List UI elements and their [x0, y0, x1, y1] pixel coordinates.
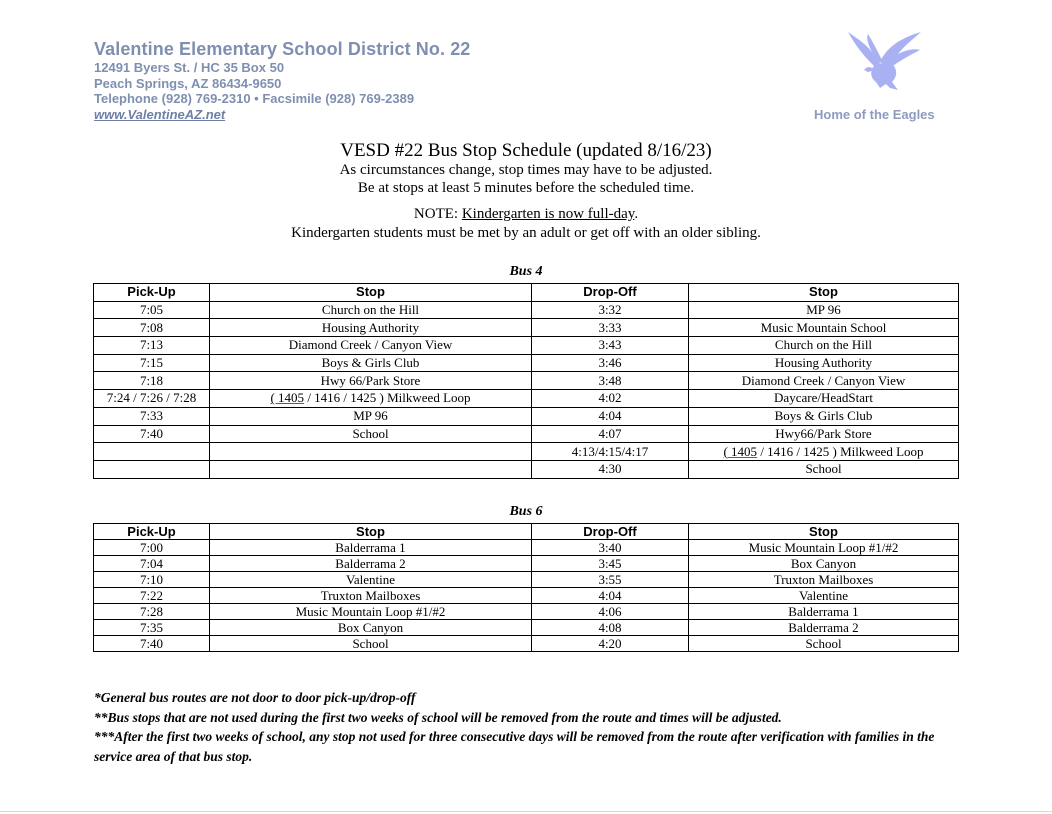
dropoff-stop: Valentine: [689, 588, 959, 604]
dropoff-stop: Church on the Hill: [689, 337, 959, 355]
dropoff-time: 4:06: [532, 604, 689, 620]
dropoff-stop: ( 1405 / 1416 / 1425 ) Milkweed Loop: [689, 443, 959, 461]
dropoff-stop: Daycare/HeadStart: [689, 390, 959, 408]
col-header-dropoff: Drop-Off: [532, 524, 689, 540]
table-row: [94, 372, 959, 390]
dropoff-stop: MP 96: [689, 301, 959, 319]
pickup-stop: [210, 443, 532, 461]
phone-fax: Telephone (928) 769-2310 • Facsimile (928) 769-2389: [94, 91, 415, 106]
pickup-time: 7:04: [94, 556, 210, 572]
dropoff-time: 3:46: [532, 354, 689, 372]
table-row: [94, 460, 959, 478]
address-line-2: Peach Springs, AZ 86434-9650: [94, 75, 282, 91]
pickup-stop: Diamond Creek / Canyon View: [210, 337, 532, 355]
table-row: [94, 319, 959, 337]
dropoff-time: 3:48: [532, 372, 689, 390]
kindergarten-note: [0, 206, 1052, 223]
pickup-stop: MP 96: [210, 407, 532, 425]
footnotes: [94, 688, 944, 766]
footnote-3: ***After the first two weeks of school, any stop not used for three consecutive days will be removed from the route after verification with families in the service area of that bus stop.: [94, 729, 935, 764]
dropoff-time: 3:55: [532, 572, 689, 588]
dropoff-stop: Boys & Girls Club: [689, 407, 959, 425]
bus-4-table: [93, 283, 959, 479]
pickup-stop: ( 1405 / 1416 / 1425 ) Milkweed Loop: [210, 390, 532, 408]
note-underlined: Kindergarten is now full-day: [461, 206, 635, 222]
col-header-pickup: Pick-Up: [94, 524, 210, 540]
pickup-time: 7:05: [94, 301, 210, 319]
table-row: [94, 407, 959, 425]
page-bottom-rule: [0, 811, 1052, 812]
dropoff-time: 4:07: [532, 425, 689, 443]
dropoff-time: 3:32: [532, 301, 689, 319]
dropoff-time: 4:30: [532, 460, 689, 478]
dropoff-time: 4:04: [532, 588, 689, 604]
pickup-stop: Housing Authority: [210, 319, 532, 337]
footnote-2: **Bus stops that are not used during the first two weeks of school will be removed from the route and times will be adjusted.: [94, 709, 782, 725]
pickup-stop: School: [210, 425, 532, 443]
dropoff-stop: Balderrama 1: [689, 604, 959, 620]
note-prefix: NOTE:: [413, 206, 462, 222]
pickup-time: 7:33: [94, 407, 210, 425]
col-header-pickup: Pick-Up: [94, 284, 210, 302]
dropoff-stop: Diamond Creek / Canyon View: [689, 372, 959, 390]
pickup-time: [94, 460, 210, 478]
table-row: [94, 337, 959, 355]
pickup-stop: Hwy 66/Park Store: [210, 372, 532, 390]
pickup-stop: Box Canyon: [210, 620, 532, 636]
note-suffix: .: [634, 206, 639, 222]
col-header-stop: Stop: [210, 524, 532, 540]
pickup-stop: Balderrama 1: [210, 540, 532, 556]
stop-reference: ( 1405: [270, 390, 305, 406]
pickup-time: 7:24 / 7:26 / 7:28: [94, 390, 210, 408]
pickup-stop: Church on the Hill: [210, 301, 532, 319]
bus-6-table: [93, 523, 959, 652]
tagline: Home of the Eagles: [814, 107, 935, 122]
intro-line-1: As circumstances change, stop times may have to be adjusted.: [339, 162, 713, 178]
table-row: [94, 540, 959, 556]
table-row: [94, 620, 959, 636]
intro-line-3: Kindergarten students must be met by an adult or get off with an older sibling.: [291, 225, 761, 241]
dropoff-stop: School: [689, 460, 959, 478]
pickup-time: 7:22: [94, 588, 210, 604]
dropoff-stop: School: [689, 636, 959, 652]
dropoff-time: 4:02: [532, 390, 689, 408]
header-row: [94, 524, 959, 540]
dropoff-time: 4:13/4:15/4:17: [532, 443, 689, 461]
intro-line-2: Be at stops at least 5 minutes before the scheduled time.: [357, 180, 695, 196]
pickup-time: [94, 443, 210, 461]
table-row: [94, 354, 959, 372]
stop-reference: ( 1405: [723, 443, 758, 459]
dropoff-stop: Hwy66/Park Store: [689, 425, 959, 443]
dropoff-time: 4:20: [532, 636, 689, 652]
pickup-time: 7:18: [94, 372, 210, 390]
table-row: [94, 301, 959, 319]
eagle-icon: [846, 30, 922, 92]
header-row: [94, 284, 959, 302]
pickup-time: 7:08: [94, 319, 210, 337]
table-row: [94, 604, 959, 620]
pickup-time: 7:10: [94, 572, 210, 588]
pickup-stop: [210, 460, 532, 478]
table-row: [94, 443, 959, 461]
district-name: Valentine Elementary School District No. 22: [94, 39, 471, 59]
table-row: [94, 390, 959, 408]
bus-4-title: Bus 4: [509, 264, 543, 279]
dropoff-stop: Truxton Mailboxes: [689, 572, 959, 588]
col-header-dropoff: Drop-Off: [532, 284, 689, 302]
pickup-stop: Music Mountain Loop #1/#2: [210, 604, 532, 620]
pickup-stop: Balderrama 2: [210, 556, 532, 572]
dropoff-time: 3:45: [532, 556, 689, 572]
table-row: [94, 556, 959, 572]
dropoff-stop: Box Canyon: [689, 556, 959, 572]
pickup-time: 7:28: [94, 604, 210, 620]
dropoff-stop: Music Mountain Loop #1/#2: [689, 540, 959, 556]
pickup-time: 7:00: [94, 540, 210, 556]
pickup-time: 7:35: [94, 620, 210, 636]
pickup-time: 7:40: [94, 425, 210, 443]
pickup-time: 7:40: [94, 636, 210, 652]
address-line-1: 12491 Byers St. / HC 35 Box 50: [94, 60, 285, 75]
pickup-time: 7:15: [94, 354, 210, 372]
bus-6-title: Bus 6: [509, 504, 543, 519]
dropoff-stop: Music Mountain School: [689, 319, 959, 337]
dropoff-time: 4:04: [532, 407, 689, 425]
dropoff-time: 3:40: [532, 540, 689, 556]
footnote-1: *General bus routes are not door to door pick-up/drop-off: [94, 690, 416, 705]
dropoff-time: 3:33: [532, 319, 689, 337]
pickup-stop: School: [210, 636, 532, 652]
dropoff-stop: Housing Authority: [689, 354, 959, 372]
col-header-stop: Stop: [689, 284, 959, 302]
table-row: [94, 588, 959, 604]
dropoff-time: 3:43: [532, 337, 689, 355]
pickup-stop: Truxton Mailboxes: [210, 588, 532, 604]
page-title: VESD #22 Bus Stop Schedule (updated 8/16/23): [340, 140, 712, 161]
pickup-stop: Valentine: [210, 572, 532, 588]
col-header-stop: Stop: [689, 524, 959, 540]
pickup-time: 7:13: [94, 337, 210, 355]
table-row: [94, 425, 959, 443]
dropoff-time: 4:08: [532, 620, 689, 636]
col-header-stop: Stop: [210, 284, 532, 302]
letterhead: [94, 38, 470, 122]
table-row: [94, 636, 959, 652]
pickup-stop: Boys & Girls Club: [210, 354, 532, 372]
table-row: [94, 572, 959, 588]
dropoff-stop: Balderrama 2: [689, 620, 959, 636]
website-link[interactable]: www.ValentineAZ.net: [94, 106, 226, 122]
